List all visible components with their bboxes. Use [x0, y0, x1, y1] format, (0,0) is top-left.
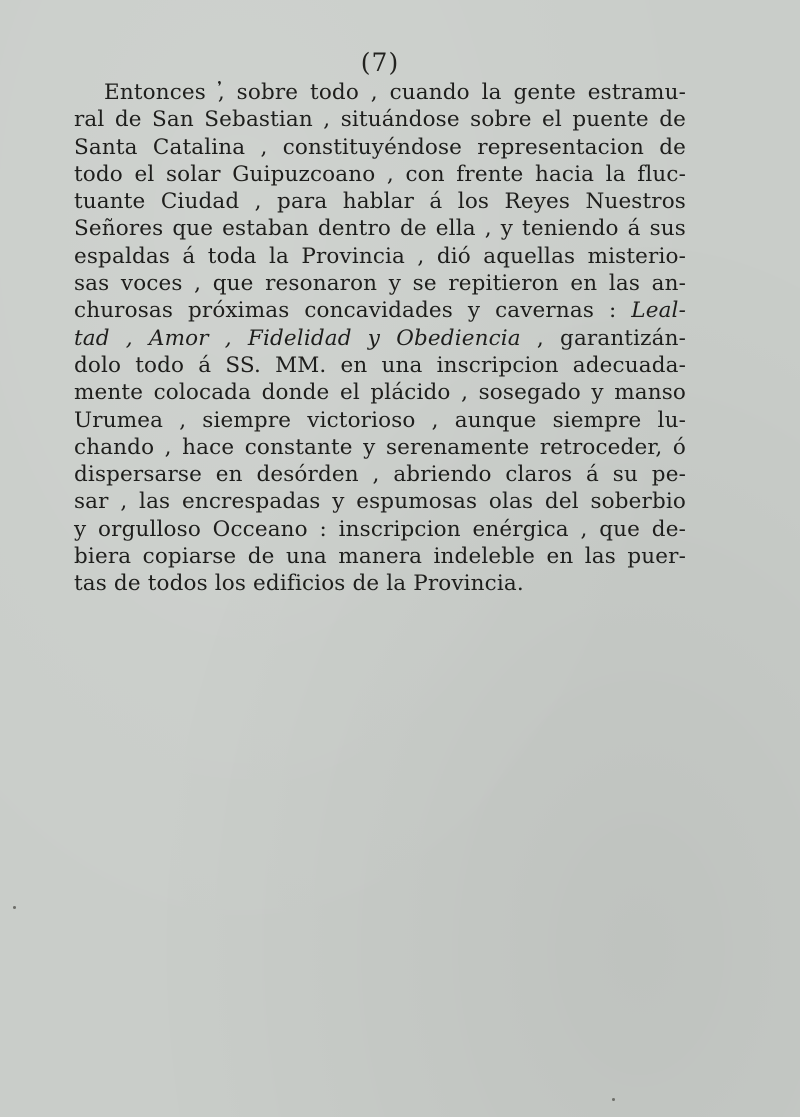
text-run: todo el solar Guipuzcoano , con frente hacia la fluc- — [74, 161, 686, 187]
text-line — [74, 243, 686, 270]
text-run: mente colocada donde el plácido , sosegado y manso — [74, 380, 686, 406]
text-run: Señores que estaban dentro de ella , y teniendo á sus — [74, 216, 686, 242]
text-line — [74, 161, 686, 188]
text-run: dolo todo á SS. MM. en una inscripcion adecuada- — [74, 352, 686, 378]
text-run: Santa Catalina , constituyéndose representacion de — [74, 134, 686, 160]
text-run: ral de San Sebastian , situándose sobre el puente de — [74, 107, 686, 133]
text-line — [74, 352, 686, 379]
text-line — [74, 407, 686, 434]
italic-text: tad , Amor , Fidelidad y Obediencia — [74, 325, 521, 351]
text-line — [74, 461, 686, 488]
text-run: Urumea , siempre victorioso , aunque siempre lu- — [74, 407, 686, 433]
text-run: , garantizán- — [520, 325, 686, 351]
text-run: y orgulloso Occeano : inscripcion enérgica , que de- — [74, 516, 686, 542]
text-line — [74, 79, 686, 106]
text-line — [74, 106, 686, 133]
text-run: chando , hace constante y serenamente retroceder, ó — [74, 434, 686, 460]
paper-speck — [13, 906, 16, 909]
text-line — [74, 434, 686, 461]
text-line — [74, 270, 686, 297]
italic-text: Leal- — [631, 298, 686, 324]
text-run: espaldas á toda la Provincia , dió aquellas misterio- — [74, 243, 686, 269]
text-run: sar , las encrespadas y espumosas olas del soberbio — [74, 489, 686, 515]
text-line — [74, 488, 686, 515]
text-line — [74, 297, 686, 324]
body-text — [74, 79, 686, 598]
text-run: churosas próximas concavidades y cavernas : — [74, 298, 632, 324]
text-run: dispersarse en desórden , abriendo claros á su pe- — [74, 462, 686, 488]
text-line — [74, 325, 686, 352]
text-run: Entonces ,̓ sobre todo , cuando la gente estramu- — [104, 80, 686, 105]
text-line — [74, 134, 686, 161]
text-line — [74, 379, 686, 406]
text-run: sas voces , que resonaron y se repitieron en las an- — [74, 271, 686, 297]
text-line — [74, 543, 686, 570]
text-run: biera copiarse de una manera indeleble en las puer- — [74, 544, 686, 570]
text-line — [74, 215, 686, 242]
text-line — [74, 188, 686, 215]
text-run: tuante Ciudad , para hablar á los Reyes Nuestros — [74, 189, 686, 215]
text-line — [74, 570, 686, 597]
text-run: tas de todos los edificios de la Provincia. — [74, 571, 524, 597]
text-line — [74, 516, 686, 543]
paper-speck — [612, 1098, 615, 1101]
page-number: (7) — [360, 48, 400, 77]
